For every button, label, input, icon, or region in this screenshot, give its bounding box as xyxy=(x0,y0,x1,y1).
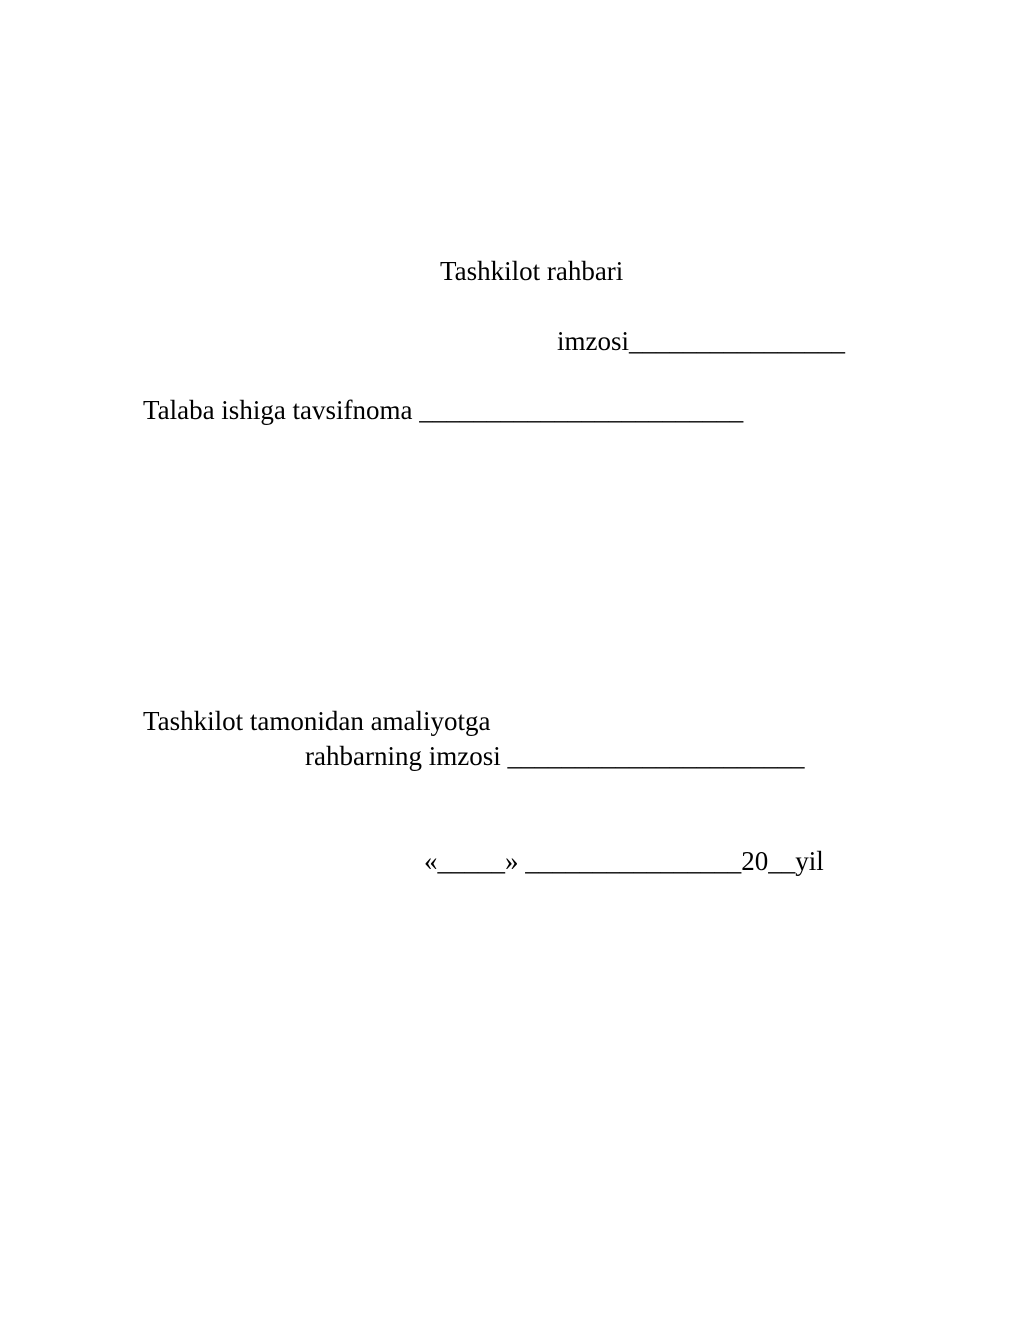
org-head-signature-field: imzosi________________ xyxy=(557,326,845,356)
date-field: «_____» ________________20__yil xyxy=(424,846,824,876)
supervisor-signature-field: rahbarning imzosi ______________________ xyxy=(305,741,805,771)
org-head-title: Tashkilot rahbari xyxy=(440,256,624,286)
practice-supervisor-label: Tashkilot tamonidan amaliyotga xyxy=(143,706,491,736)
student-work-review-field: Talaba ishiga tavsifnoma ________________________ xyxy=(143,395,744,425)
